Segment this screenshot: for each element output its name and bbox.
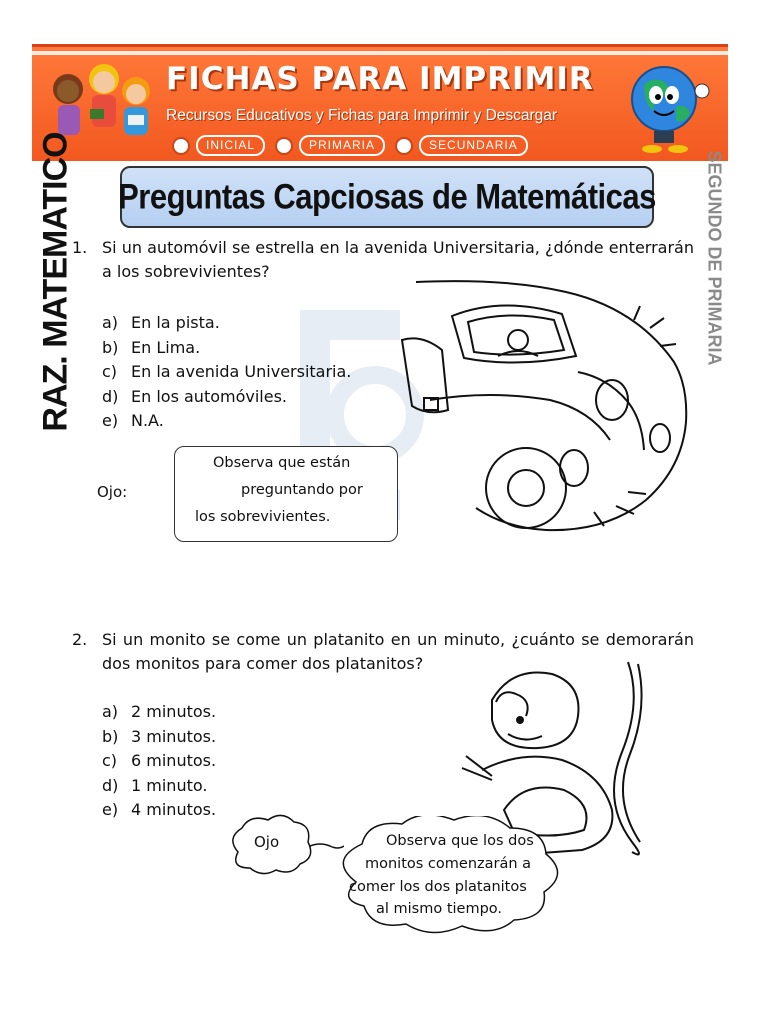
hint-label: Ojo <box>254 833 280 851</box>
option-e[interactable] <box>102 798 216 823</box>
option-text: En los automóviles. <box>131 386 287 406</box>
option-letter: e) <box>102 800 119 819</box>
hint-line: preguntando por <box>241 482 363 498</box>
level-bullet-icon <box>395 137 413 155</box>
option-letter: b) <box>102 726 119 746</box>
header-banner <box>32 44 728 161</box>
level-primaria[interactable] <box>275 135 385 156</box>
option-letter: a) <box>102 702 119 721</box>
option-text: En Lima. <box>131 337 201 357</box>
option-text: 2 minutos. <box>131 702 217 721</box>
crashed-car-illustration-icon <box>398 280 698 550</box>
question-1-options <box>102 311 351 434</box>
level-secundaria[interactable] <box>395 135 528 156</box>
option-text: En la avenida Universitaria. <box>131 362 352 381</box>
option-c[interactable] <box>102 360 351 385</box>
hint-label: Ojo: <box>97 483 128 501</box>
level-inicial[interactable] <box>172 135 265 156</box>
option-text: N.A. <box>131 411 164 430</box>
hint-line: monitos comenzarán a <box>365 856 532 872</box>
hint-line: Observa que están <box>213 455 351 471</box>
hint-line: comer los dos platanitos <box>349 879 527 895</box>
hint-line: al mismo tiempo. <box>376 901 503 917</box>
question-text: Si un automóvil se estrella en la avenida Universitaria, ¿dónde enterrarán a los sobrevivientes? <box>102 238 694 281</box>
level-bullet-icon <box>275 137 293 155</box>
option-text: En la pista. <box>131 313 220 332</box>
grade-label: SEGUNDO DE PRIMARIA <box>704 150 725 366</box>
option-text: 1 minuto. <box>131 775 208 795</box>
worksheet-title-box <box>120 166 654 228</box>
option-e[interactable] <box>102 409 351 434</box>
question-2-options <box>102 700 216 823</box>
option-letter: b) <box>102 337 119 357</box>
level-bullet-icon <box>172 137 190 155</box>
question-text: Si un monito se come un platanito en un minuto, ¿cuánto se demorarán dos monitos para comer dos platanitos? <box>102 630 694 673</box>
level-label: PRIMARIA <box>299 135 385 156</box>
option-c[interactable] <box>102 749 216 774</box>
hint-line: Observa que los dos <box>386 833 534 849</box>
option-text: 6 minutos. <box>131 751 217 770</box>
option-letter: d) <box>102 386 119 406</box>
level-label: SECUNDARIA <box>419 135 528 156</box>
option-d[interactable] <box>102 774 216 799</box>
option-b[interactable] <box>102 725 216 750</box>
site-tagline: Recursos Educativos y Fichas para Imprimir y Descargar <box>166 107 558 124</box>
site-title: FICHAS PARA IMPRIMIR <box>166 61 594 97</box>
option-a[interactable] <box>102 700 216 725</box>
option-letter: d) <box>102 775 119 795</box>
question-number: 1. <box>72 238 88 257</box>
option-b[interactable] <box>102 336 351 361</box>
option-letter: c) <box>102 751 118 770</box>
option-letter: e) <box>102 411 119 430</box>
level-label: INICIAL <box>196 135 265 156</box>
question-1 <box>72 236 694 284</box>
globe-mascot-icon <box>618 51 718 155</box>
option-d[interactable] <box>102 385 351 410</box>
worksheet-title: Preguntas Capciosas de Matemáticas <box>118 176 656 217</box>
subject-label: RAZ. MATEMATICO <box>36 132 75 432</box>
level-nav <box>172 135 528 156</box>
option-text: 4 minutos. <box>131 800 217 819</box>
question-number: 2. <box>72 630 88 649</box>
option-letter: a) <box>102 313 119 332</box>
hint-line: los sobrevivientes. <box>195 509 331 525</box>
option-text: 3 minutos. <box>131 726 217 746</box>
hint-box <box>174 446 398 542</box>
option-letter: c) <box>102 362 118 381</box>
option-a[interactable] <box>102 311 351 336</box>
